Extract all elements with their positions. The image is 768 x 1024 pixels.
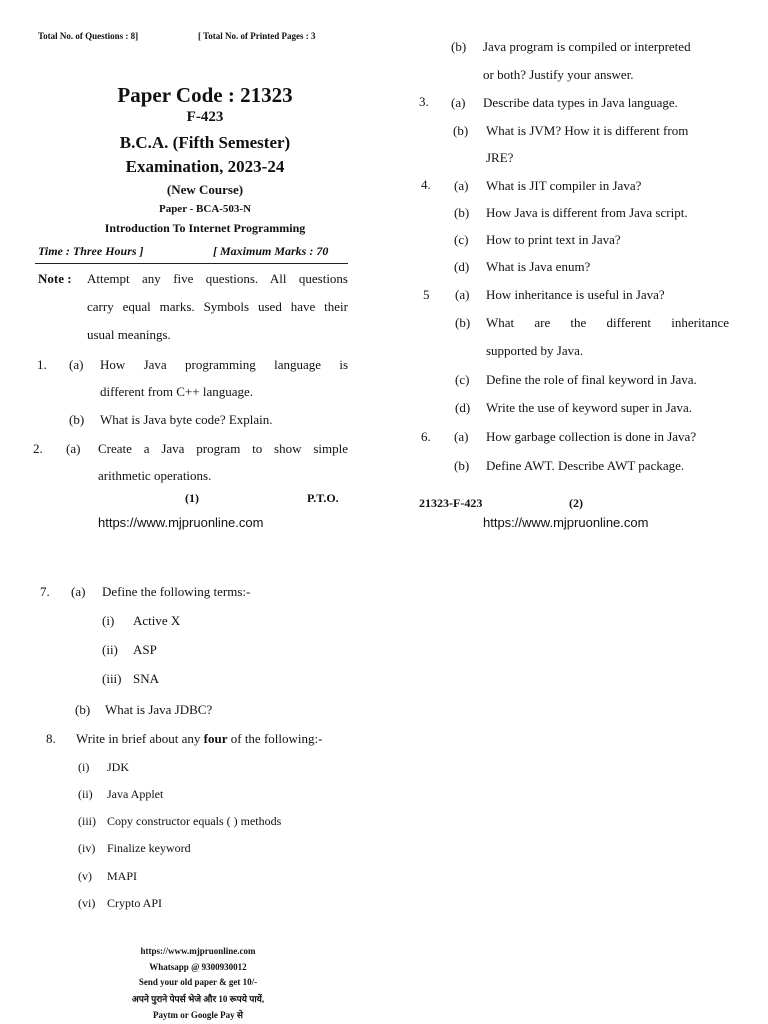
q2a-line-1: Create a Java program to show simple	[98, 441, 348, 456]
maximum-marks: [ Maximum Marks : 70	[213, 244, 329, 258]
promo-url[interactable]: https://www.mjpruonline.com	[140, 946, 256, 956]
q4a-text: What is JIT compiler in Java?	[486, 178, 642, 193]
q8-item-text: Java Applet	[107, 787, 164, 801]
q4b-text: How Java is different from Java script.	[486, 205, 688, 220]
q5a-tag: (a)	[455, 287, 470, 302]
q4b-tag: (b)	[454, 205, 470, 220]
q7-number: 7.	[40, 584, 50, 599]
q3a-tag: (a)	[451, 95, 466, 110]
q7b-tag: (b)	[75, 702, 91, 717]
q1a-line-1: How Java programming language is	[100, 357, 348, 372]
title-divider	[35, 263, 348, 264]
page-number-1: (1)	[185, 491, 199, 505]
q4c-text: How to print text in Java?	[486, 232, 621, 247]
q7a-text: Define the following terms:-	[102, 584, 251, 599]
page-number-2: (2)	[569, 496, 583, 510]
q8-item-text: JDK	[107, 760, 130, 774]
q6a-text: How garbage collection is done in Java?	[486, 429, 697, 444]
paper-code: Paper Code : 21323	[117, 83, 293, 107]
q7a-tag: (a)	[71, 584, 86, 599]
q8-item-tag: (v)	[78, 869, 92, 883]
q5a-text: How inheritance is useful in Java?	[486, 287, 665, 302]
q4a-tag: (a)	[454, 178, 469, 193]
q7-item-text: Active X	[133, 613, 181, 628]
q2a-tag: (a)	[66, 441, 81, 456]
q5-number: 5	[423, 287, 430, 302]
q3b-line-2: JRE?	[486, 150, 514, 165]
q5c-tag: (c)	[455, 372, 470, 387]
q8-item-tag: (ii)	[78, 787, 93, 801]
q6b-text: Define AWT. Describe AWT package.	[486, 458, 685, 473]
exam-title: Examination, 2023-24	[125, 157, 285, 176]
q8-item-text: Crypto API	[107, 896, 163, 910]
q1a-line-2: different from C++ language.	[100, 384, 254, 399]
form-code: F-423	[186, 109, 224, 125]
q5b-tag: (b)	[455, 315, 471, 330]
footer-paper-code: 21323-F-423	[419, 496, 483, 510]
q5b-line-1: What are the different inheritance	[486, 315, 729, 330]
q8-item-tag: (iii)	[78, 814, 96, 828]
promo-offer: Send your old paper & get 10/-	[138, 977, 258, 987]
promo-payment: Paytm or Google Pay से	[153, 1010, 243, 1020]
q3-number: 3.	[419, 94, 429, 109]
q7-item-text: SNA	[133, 671, 160, 686]
q2b-line-1: Java program is compiled or interpreted	[483, 39, 691, 54]
q3b-tag: (b)	[453, 123, 469, 138]
q7-item-tag: (ii)	[102, 642, 118, 657]
q8-text-before: Write in brief about any	[76, 731, 204, 746]
q8-item-tag: (i)	[78, 760, 90, 774]
q7b-text: What is Java JDBC?	[105, 702, 213, 717]
q5d-tag: (d)	[455, 400, 471, 415]
q4c-tag: (c)	[454, 232, 469, 247]
total-pages: [ Total No. of Printed Pages : 3	[198, 31, 316, 41]
q5b-line-2: supported by Java.	[486, 343, 584, 358]
footer-url-1[interactable]: https://www.mjpruonline.com	[98, 515, 264, 530]
q6a-tag: (a)	[454, 429, 469, 444]
q8-item-text: Copy constructor equals ( ) methods	[107, 814, 282, 828]
q3b-line-1: What is JVM? How it is different from	[486, 123, 689, 138]
q1-number: 1.	[37, 357, 47, 372]
new-course: (New Course)	[166, 182, 244, 197]
q8-item-tag: (vi)	[78, 896, 96, 910]
promo-hindi: अपने पुराने पेपर्स भेजे और 10 रूपये पायें,	[131, 994, 265, 1004]
q7-item-tag: (i)	[102, 613, 115, 628]
pto-label: P.T.O.	[307, 491, 339, 505]
q8-text-after: of the following:-	[227, 731, 323, 746]
q3a-text: Describe data types in Java language.	[483, 95, 678, 110]
q5c-text: Define the role of final keyword in Java.	[486, 372, 697, 387]
q6-number: 6.	[421, 429, 431, 444]
q8-number: 8.	[46, 731, 56, 746]
q2b-tag: (b)	[451, 39, 467, 54]
q1a-tag: (a)	[69, 357, 84, 372]
q8-item-text: Finalize keyword	[107, 841, 191, 855]
q4d-text: What is Java enum?	[486, 259, 591, 274]
footer-url-2[interactable]: https://www.mjpruonline.com	[483, 515, 649, 530]
q7-item-tag: (iii)	[102, 671, 122, 686]
paper-code-line: Paper - BCA-503-N	[158, 203, 252, 215]
q7-item-text: ASP	[133, 642, 157, 657]
note-line-1: Attempt any five questions. All questions	[87, 271, 348, 286]
q5d-text: Write the use of keyword super in Java.	[486, 400, 692, 415]
promo-whatsapp: Whatsapp @ 9300930012	[149, 962, 247, 972]
q1b-tag: (b)	[69, 412, 85, 427]
note-line-2: carry equal marks. Symbols used have their	[87, 299, 348, 314]
q4d-tag: (d)	[454, 259, 470, 274]
note-line-3: usual meanings.	[87, 327, 171, 342]
q8-text-bold: four	[203, 731, 228, 746]
q8-item-text: MAPI	[107, 869, 138, 883]
q6b-tag: (b)	[454, 458, 470, 473]
time-allowed: Time : Three Hours ]	[38, 244, 144, 258]
q4-number: 4.	[421, 177, 431, 192]
subject-title: Introduction To Internet Programming	[104, 221, 306, 235]
q2a-line-2: arithmetic operations.	[98, 468, 212, 483]
note-label: Note :	[38, 271, 72, 286]
q8-text	[76, 731, 322, 747]
q2-number: 2.	[33, 441, 43, 456]
total-questions: Total No. of Questions : 8]	[38, 31, 139, 41]
course-title: B.C.A. (Fifth Semester)	[119, 133, 291, 152]
q8-item-tag: (iv)	[78, 841, 96, 855]
q1b-text: What is Java byte code? Explain.	[100, 412, 273, 427]
q2b-line-2: or both? Justify your answer.	[483, 67, 634, 82]
